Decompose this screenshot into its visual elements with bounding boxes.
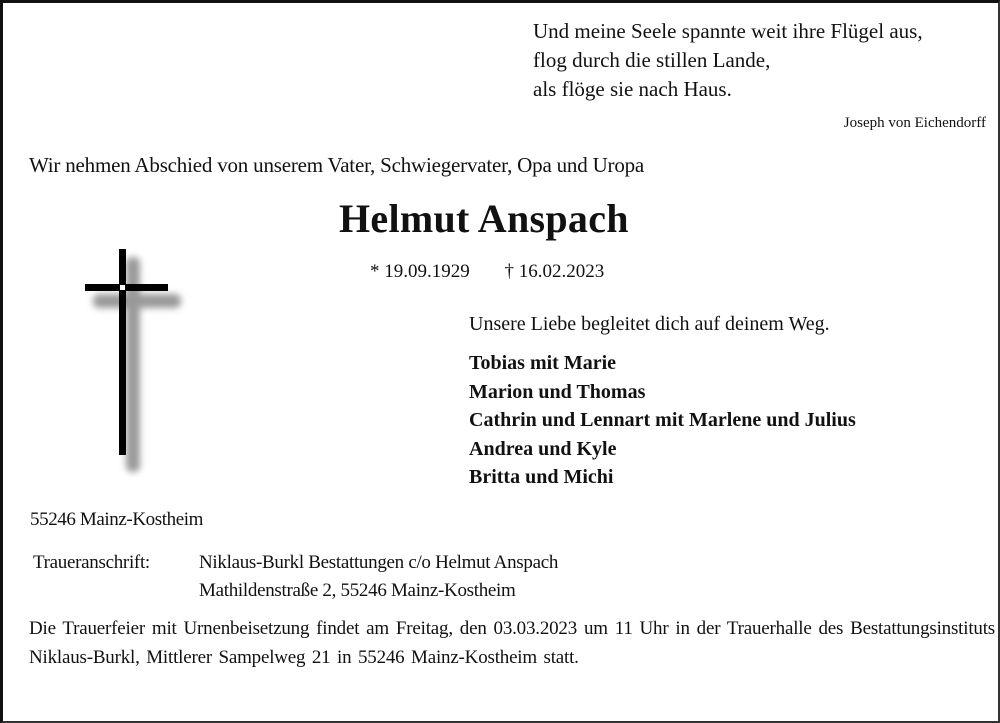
mourners-message: Unsere Liebe begleitet dich auf deinem Weg. [469, 313, 830, 335]
address-line-2: Mathildenstraße 2, 55246 Mainz-Kostheim [199, 580, 516, 601]
mourning-address [33, 549, 558, 605]
life-dates [370, 261, 604, 283]
residence-place: 55246 Mainz-Kostheim [30, 509, 204, 530]
birth-date: * 19.09.1929 [370, 261, 470, 282]
poem-line: als flöge sie nach Haus. [533, 77, 732, 101]
poem-quote [533, 17, 923, 104]
family-member: Britta und Michi [469, 466, 614, 488]
deceased-name: Helmut Anspach [339, 196, 629, 241]
funeral-notice: Die Trauerfeier mit Urnenbeisetzung findet am Freitag, den 03.03.2023 um 11 Uhr in der Trauerhalle des Bestattungsinstituts Niklaus-Burkl, Mittlerer Sampelweg 21 in 55246 Mainz-Kostheim statt. [29, 618, 995, 668]
address-line-1: Niklaus-Burkl Bestattungen c/o Helmut Anspach [199, 552, 559, 573]
family-member: Andrea und Kyle [469, 437, 617, 460]
address-label: Traueranschrift: [33, 552, 150, 573]
cross-icon [81, 247, 191, 477]
family-member: Cathrin und Lennart mit Marlene und Julius [469, 409, 856, 431]
family-member: Tobias mit Marie [469, 352, 617, 374]
poem-author: Joseph von Eichendorff [843, 115, 986, 131]
death-date: † 16.02.2023 [504, 261, 605, 282]
family-list [469, 349, 856, 492]
family-member: Marion und Thomas [469, 380, 646, 403]
poem-line: Und meine Seele spannte weit ihre Flügel aus, [533, 19, 923, 43]
intro-text: Wir nehmen Abschied von unserem Vater, Schwiegervater, Opa und Uropa [29, 153, 645, 177]
poem-line: flog durch die stillen Lande, [533, 48, 771, 72]
